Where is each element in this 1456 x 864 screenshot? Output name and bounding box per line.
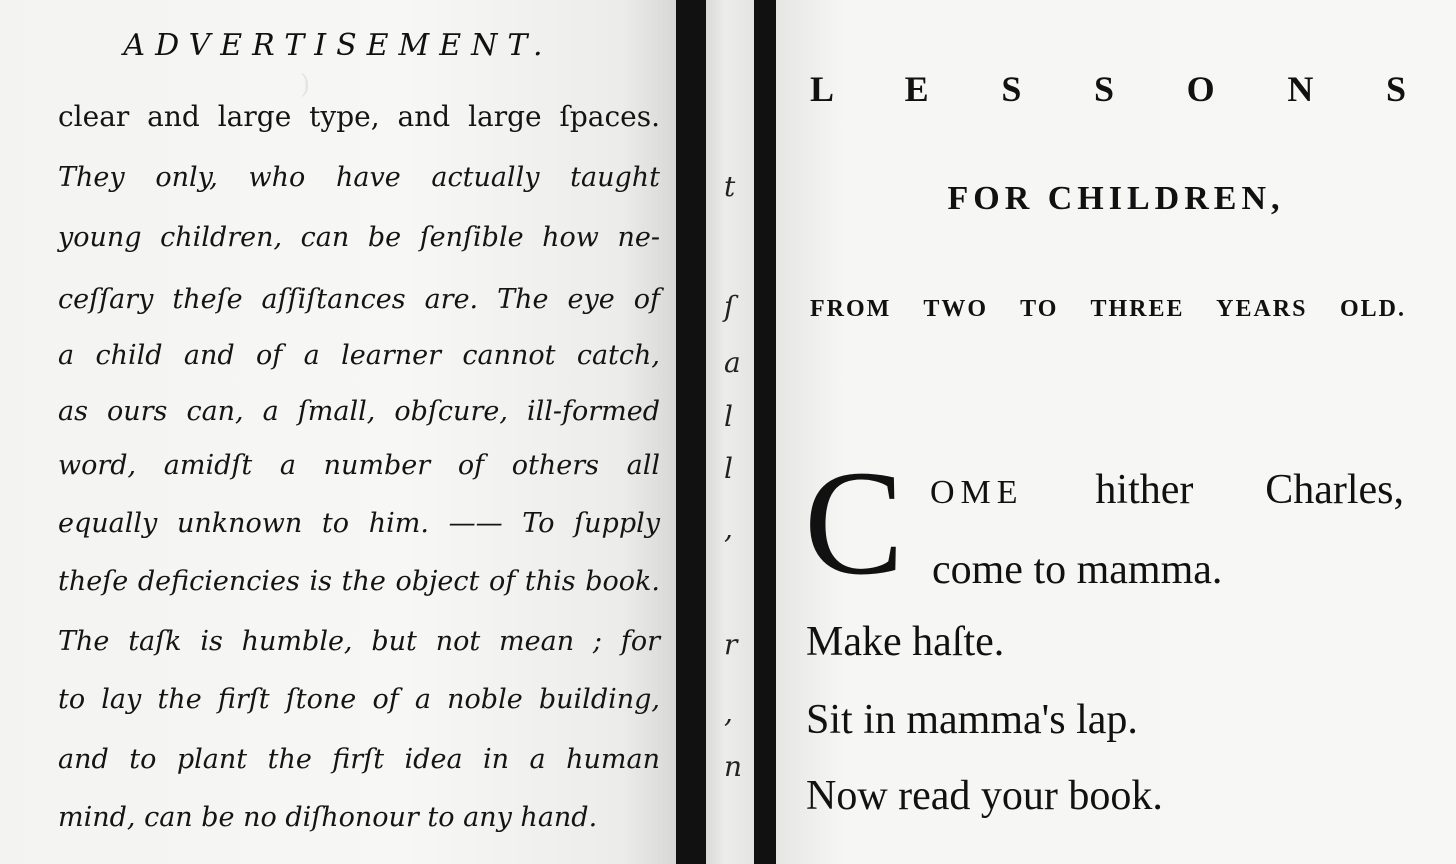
text-line-7: word, amidſt a number of others all [58, 450, 660, 481]
text-line-8: equally unknown to him. —— To ſupply [58, 508, 660, 539]
gutter-glyph: , [724, 512, 733, 545]
lesson-line-1 [930, 466, 1404, 514]
text-line-12: and to plant the firſt idea in a human [58, 744, 660, 775]
text-line-10: The taſk is humble, but not mean ; for [58, 626, 660, 657]
book-title: L E S S O N S [810, 69, 1406, 109]
gutter-glyph: l [724, 452, 733, 485]
lesson-line-1-rest: hither Charles, [1095, 467, 1405, 513]
lesson-line-1-smallcaps: OME [930, 474, 1024, 511]
left-page [0, 0, 676, 864]
book-subtitle: FOR CHILDREN, [947, 180, 1285, 217]
page-heading: ADVERTISEMENT. [123, 28, 553, 63]
lesson-line-5: Now read your book. [806, 773, 1163, 819]
drop-cap: C [804, 440, 905, 606]
binding-shadow [676, 0, 706, 864]
text-line-9: theſe deficiencies is the object of this book. [58, 566, 660, 597]
lesson-line-3: Make haſte. [806, 619, 1005, 665]
gutter-glyph: t [724, 170, 736, 203]
show-through-text: ( [300, 70, 311, 100]
gutter-glyph: r [724, 628, 738, 661]
text-line-5: a child and of a learner cannot catch, [58, 340, 660, 371]
text-line-2: They only, who have actually taught [58, 162, 660, 193]
page-edge-shadow [754, 0, 776, 864]
gutter-glyph: n [724, 750, 743, 783]
gutter-glyph: ſ [724, 290, 735, 323]
right-page [776, 0, 1456, 864]
age-range-line: FROM TWO TO THREE YEARS OLD. [810, 296, 1406, 322]
text-line-6: as ours can, a ſmall, obſcure, ill-formed [58, 396, 660, 427]
text-line-11: to lay the firſt ſtone of a noble building, [58, 684, 660, 715]
gutter-strip [706, 0, 754, 864]
lesson-line-4: Sit in mamma's lap. [806, 697, 1138, 743]
gutter-glyph: a [724, 346, 741, 379]
text-line-4: ceſſary theſe aſſiſtances are. The eye of [58, 284, 660, 315]
lesson-line-2: come to mamma. [932, 547, 1223, 593]
text-line-13: mind, can be no diſhonour to any hand. [58, 802, 598, 833]
gutter-glyph: l [724, 400, 733, 433]
gutter-glyph: , [724, 696, 733, 729]
text-line-3: young children, can be ſenſible how ne- [58, 222, 660, 253]
text-line-1: clear and large type, and large ſpaces. [58, 100, 660, 133]
